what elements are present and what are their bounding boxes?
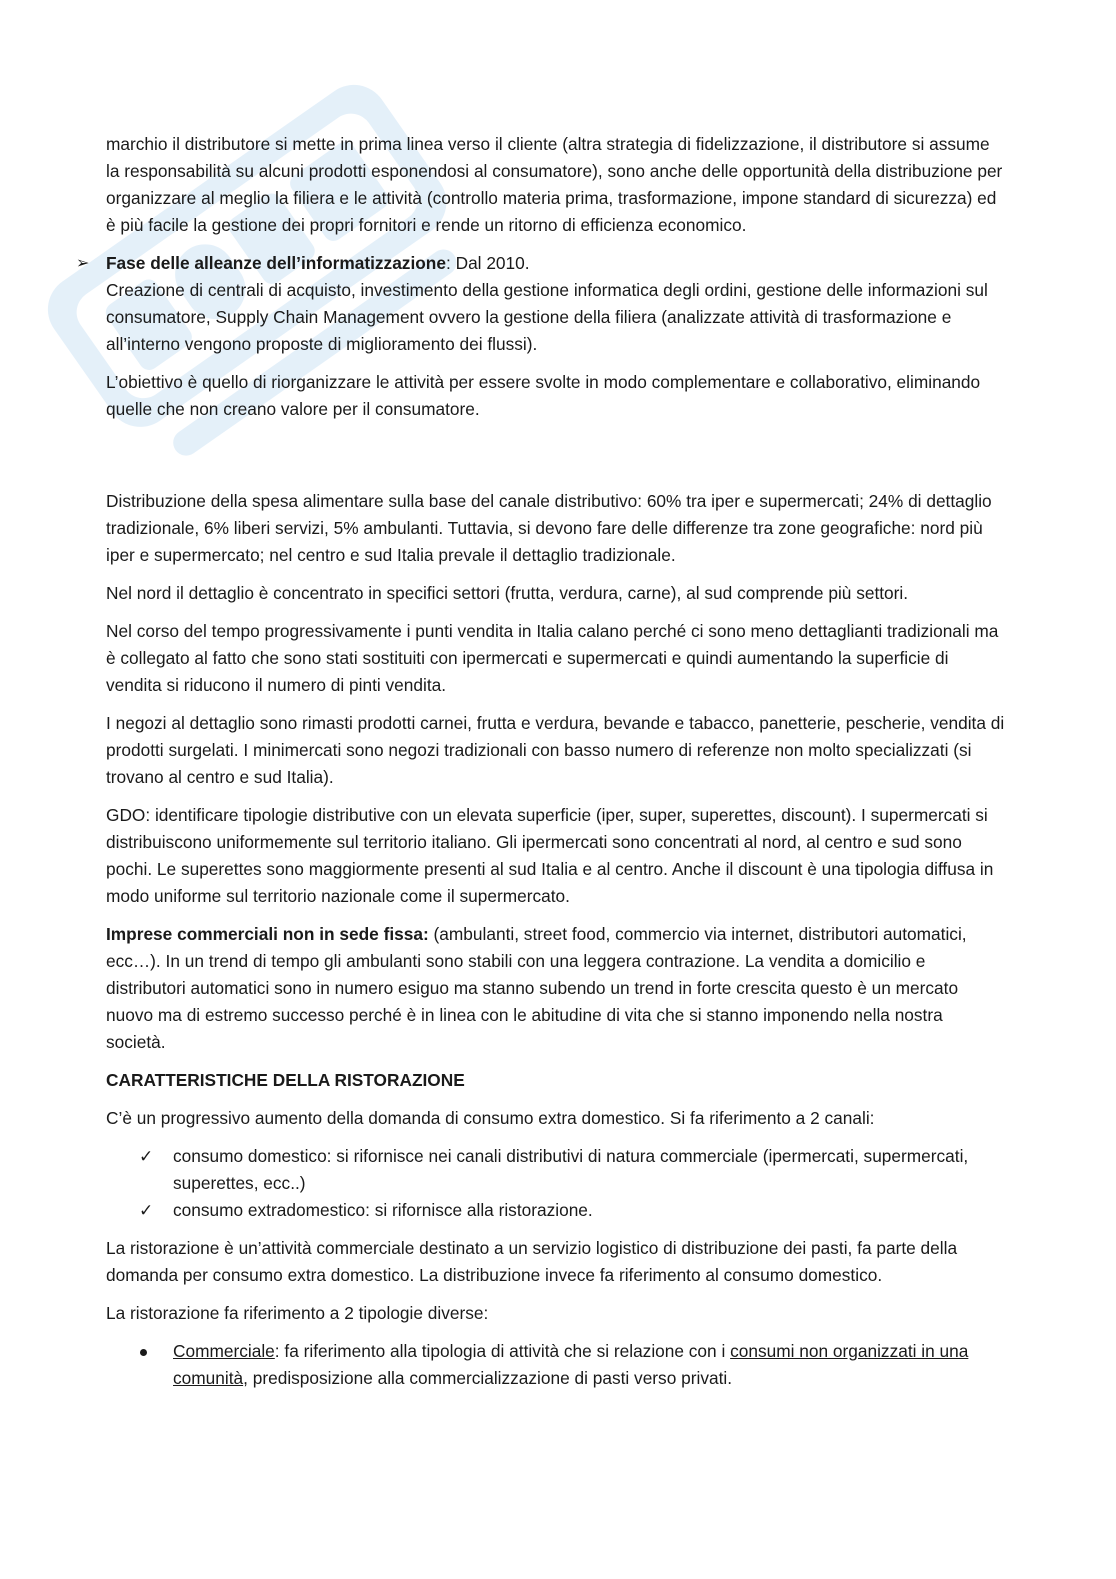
paragraph-gdo: GDO: identificare tipologie distributive con un elevata superficie (iper, super, superettes, discount). I supermercati si distribuiscono uniformemente sul territorio italiano. Gli ipermercati sono concentrati al nord, al centro e sud sono pochi. Le superettes sono maggiormente presenti al sud Italia e al centro. Anche il discount è una tipologia diffusa in modo uniforme sul territorio nazionale come il supermercato. bbox=[106, 805, 994, 906]
phase-title-line bbox=[106, 250, 1006, 277]
channel-text: consumo domestico: si rifornisce nei canali distributivi di natura commerciale (ipermercati, supermercati, superettes, ecc..) bbox=[173, 1146, 969, 1193]
phase-title: Fase delle alleanze dell’informatizzazione bbox=[106, 253, 446, 273]
arrow-bullet-icon: ➢ bbox=[76, 255, 90, 272]
list-item bbox=[106, 1143, 1006, 1197]
type-term: Commerciale bbox=[173, 1341, 275, 1361]
intro-paragraph: marchio il distributore si mette in prima linea verso il cliente (altra strategia di fidelizzazione, il distributore si assume la responsabilità su alcuni prodotti esponendosi al consumatore), sono anche delle opportunità della distribuzione per organizzare al meglio la filiera e le attività (controllo materia prima, trasformazione, impone standard di sicurezza) ed è più facile la gestione dei propri fornitori e rende un ritorno di efficienza economico. bbox=[106, 134, 1003, 235]
ristorazione-types-intro: La ristorazione fa riferimento a 2 tipologie diverse: bbox=[106, 1303, 489, 1323]
document-page bbox=[76, 131, 1006, 1392]
ristorazione-heading: CARATTERISTICHE DELLA RISTORAZIONE bbox=[106, 1070, 465, 1090]
bullet-dot-icon bbox=[140, 1349, 147, 1356]
imprese-text: (ambulanti, street food, commercio via internet, distributori automatici, ecc…). In un trend di tempo gli ambulanti sono stabili con una leggera contrazione. La vendita a domicilio e distributori automatici sono in numero esiguo ma stanno subendo un trend in forte crescita questo è un mercato nuovo ma di estremo successo perché è in linea con le abitudine di vita che si stanno imponendo nella nostra società. bbox=[106, 924, 967, 1052]
phase-date: : Dal 2010. bbox=[445, 253, 530, 273]
phase-objective: L’obiettivo è quello di riorganizzare le attività per essere svolte in modo complementare e collaborativo, eliminando quelle che non creano valore per il consumatore. bbox=[106, 372, 981, 419]
channel-text: consumo extradomestico: si rifornisce alla ristorazione. bbox=[173, 1200, 593, 1220]
type-text-underlined: consumi non organizzati in una comunità bbox=[173, 1341, 969, 1388]
list-item bbox=[106, 1338, 1006, 1392]
paragraph-negozi: I negozi al dettaglio sono rimasti prodotti carnei, frutta e verdura, bevande e tabacco, panetterie, pescherie, vendita di prodotti surgelati. I minimercati sono negozi tradizionali con basso numero di referenze non molto specializzati (si trovano al centro e sud Italia). bbox=[106, 713, 1005, 787]
ristorazione-intro: C’è un progressivo aumento della domanda di consumo extra domestico. Si fa riferimento a 2 canali: bbox=[106, 1108, 875, 1128]
types-list bbox=[106, 1338, 1006, 1392]
paragraph-imprese bbox=[106, 921, 1006, 1056]
phase-item bbox=[76, 250, 1006, 423]
paragraph-nord: Nel nord il dettaglio è concentrato in specifici settori (frutta, verdura, carne), al sud comprende più settori. bbox=[106, 583, 909, 603]
ristorazione-definition: La ristorazione è un’attività commerciale destinato a un servizio logistico di distribuzione dei pasti, fa parte della domanda per consumo extra domestico. La distribuzione invece fa riferimento al consumo domestico. bbox=[106, 1238, 958, 1285]
section-gap bbox=[106, 434, 1006, 488]
phase-text: Creazione di centrali di acquisto, investimento della gestione informatica degli ordini, gestione delle informazioni sul consumatore, Supply Chain Management ovvero la gestione della filiera (analizzate attività di trasformazione e all’interno vengono proposte di miglioramento dei flussi). bbox=[106, 280, 988, 354]
type-text-pre: : fa riferimento alla tipologia di attività che si relazione con i bbox=[274, 1341, 731, 1361]
paragraph-punti-vendita: Nel corso del tempo progressivamente i punti vendita in Italia calano perché ci sono meno dettaglianti tradizionali ma è collegato al fatto che sono stati sostituiti con ipermercati e supermercati e quindi aumentando la superficie di vendita si riducono il numero di pinti vendita. bbox=[106, 621, 999, 695]
type-text-post: , predisposizione alla commercializzazione di pasti verso privati. bbox=[243, 1368, 733, 1388]
channels-list bbox=[106, 1143, 1006, 1224]
check-icon: ✓ bbox=[139, 1147, 154, 1166]
list-item bbox=[106, 1197, 1006, 1224]
check-icon: ✓ bbox=[139, 1201, 154, 1220]
paragraph-distribuzione: Distribuzione della spesa alimentare sulla base del canale distributivo: 60% tra iper e supermercati; 24% di dettaglio tradizionale, 6% liberi servizi, 5% ambulanti. Tuttavia, si devono fare delle differenze tra zone geografiche: nord più iper e supermercato; nel centro e sud Italia prevale il dettaglio tradizionale. bbox=[106, 491, 992, 565]
imprese-label: Imprese commerciali non in sede fissa: bbox=[106, 924, 429, 944]
